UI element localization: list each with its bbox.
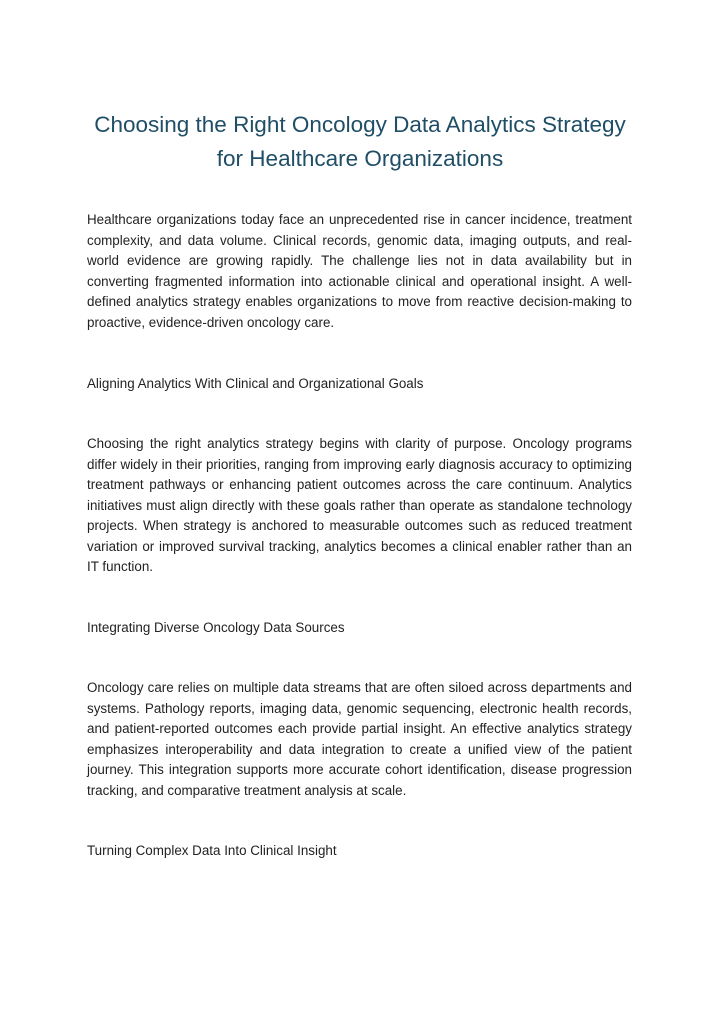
section-heading-integrating-data: Integrating Diverse Oncology Data Sources xyxy=(87,620,345,635)
section-body-integrating-data: Oncology care relies on multiple data streams that are often siloed across departments and systems. Pathology reports, imaging data, genomic sequencing, electronic health records, and patient-reported outcomes each provide partial insight. An effective analytics strategy emphasizes interoperability and data integration to create a unified view of the patient journey. This integration supports more accurate cohort identification, disease progression tracking, and comparative treatment analysis at scale. xyxy=(87,680,632,798)
section-heading-clinical-insight: Turning Complex Data Into Clinical Insight xyxy=(87,843,337,858)
intro-paragraph: Healthcare organizations today face an unprecedented rise in cancer incidence, treatment complexity, and data volume. Clinical records, genomic data, imaging outputs, and real-world evidence are growing rapidly. The challenge lies not in data availability but in converting fragmented information into actionable clinical and operational insight. A well-defined analytics strategy enables organizations to move from reactive decision-making to proactive, evidence-driven oncology care. xyxy=(87,212,632,330)
document-title: Choosing the Right Oncology Data Analytics Strategy for Healthcare Organizations xyxy=(94,112,626,171)
section-body-aligning-analytics: Choosing the right analytics strategy begins with clarity of purpose. Oncology programs differ widely in their priorities, ranging from improving early diagnosis accuracy to optimizing treatment pathways or enhancing patient outcomes across the care continuum. Analytics initiatives must align directly with these goals rather than operate as standalone technology projects. When strategy is anchored to measurable outcomes such as reduced treatment variation or improved survival tracking, analytics becomes a clinical enabler rather than an IT function. xyxy=(87,436,632,574)
section-heading-aligning-analytics: Aligning Analytics With Clinical and Organizational Goals xyxy=(87,376,424,391)
